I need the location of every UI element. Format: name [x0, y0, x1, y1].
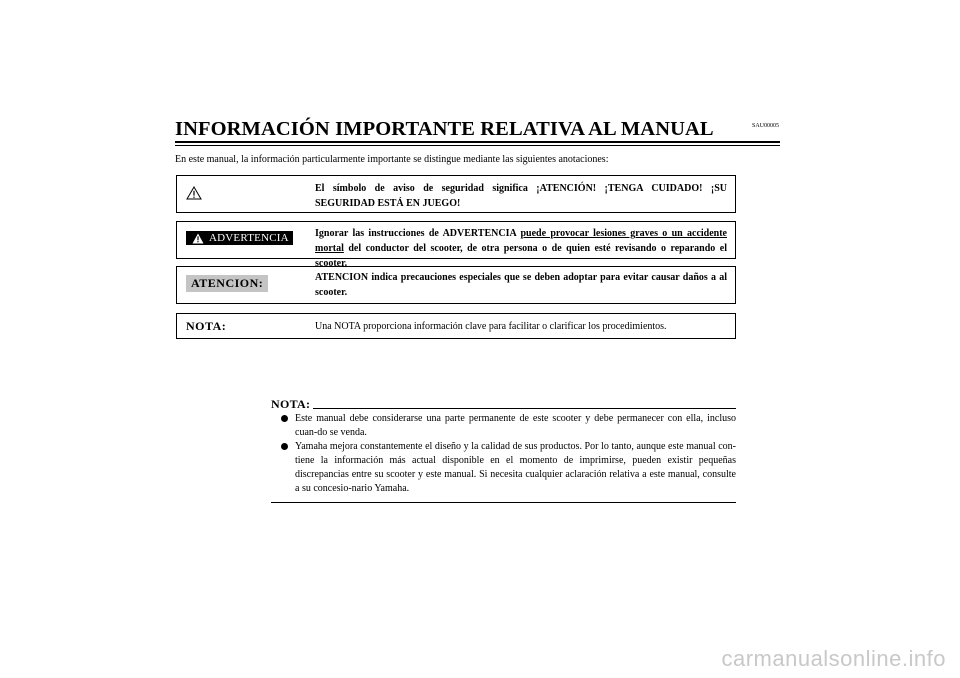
page-code: SAU00005: [752, 123, 780, 129]
nota-label: NOTA:: [186, 319, 227, 333]
list-item-text: Yamaha mejora constantemente el diseño y la calidad de sus productos. Por lo tanto, aunque este manual con-tiene la información más actual disponible en el momento de imprimirse, pueden existir pequeñas discrepancias entre su scooter y este manual. Si necesita cualquier aclaración relativa a este manual, consulte a su concesio-nario Yamaha.: [295, 441, 736, 494]
nota-section-title: NOTA:: [271, 397, 311, 411]
list-item: [271, 412, 736, 440]
warning-triangle-icon: [192, 233, 204, 244]
nota-section-end-rule: [271, 502, 736, 503]
nota-text: Una NOTA proporciona información clave para facilitar o clarificar los procedimientos.: [315, 321, 667, 332]
notice-safety-symbol: [176, 175, 736, 213]
nota-section-rule: [313, 408, 736, 409]
warning-triangle-icon: [186, 186, 202, 205]
nota-list: [271, 412, 736, 496]
atencion-badge: ATENCION:: [186, 275, 268, 292]
notice-nota: [176, 313, 736, 339]
notice-atencion: [176, 266, 736, 304]
advertencia-badge: [186, 231, 293, 245]
nota-section-header: [271, 398, 736, 410]
nota-section: [271, 398, 736, 503]
title-rule-thin: [175, 145, 780, 146]
advertencia-text-before: Ignorar las instrucciones de ADVERTENCIA: [315, 228, 521, 239]
page-title: INFORMACIÓN IMPORTANTE RELATIVA AL MANUAL: [175, 118, 714, 140]
watermark: carmanualsonline.info: [721, 646, 946, 671]
advertencia-text-after: del conductor del scooter, de otra persona o de quien esté revisando o reparando el scooter.: [315, 243, 727, 269]
title-rule-thick: [175, 141, 780, 143]
bullet-icon: [281, 443, 288, 450]
list-item: [271, 440, 736, 496]
notice-advertencia: [176, 221, 736, 269]
advertencia-label: ADVERTENCIA: [209, 232, 289, 244]
safety-symbol-text: El símbolo de aviso de seguridad significa ¡ATENCIÓN! ¡TENGA CUIDADO! ¡SU SEGURIDAD ESTÁ EN JUEGO!: [315, 183, 727, 209]
bullet-icon: [281, 415, 288, 422]
advertencia-text: [315, 226, 727, 271]
intro-text: En este manual, la información particularmente importante se distingue mediante las siguientes anotaciones:: [175, 154, 609, 165]
list-item-text: Este manual debe considerarse una parte permanente de este scooter y debe permanecer con ella, incluso cuan-do se venda.: [295, 413, 736, 438]
atencion-text: ATENCION indica precauciones especiales que se deben adoptar para evitar causar daños a al scooter.: [315, 272, 727, 298]
advertencia-text-underlined: puede provocar lesiones graves o un accidente mortal: [315, 228, 728, 254]
